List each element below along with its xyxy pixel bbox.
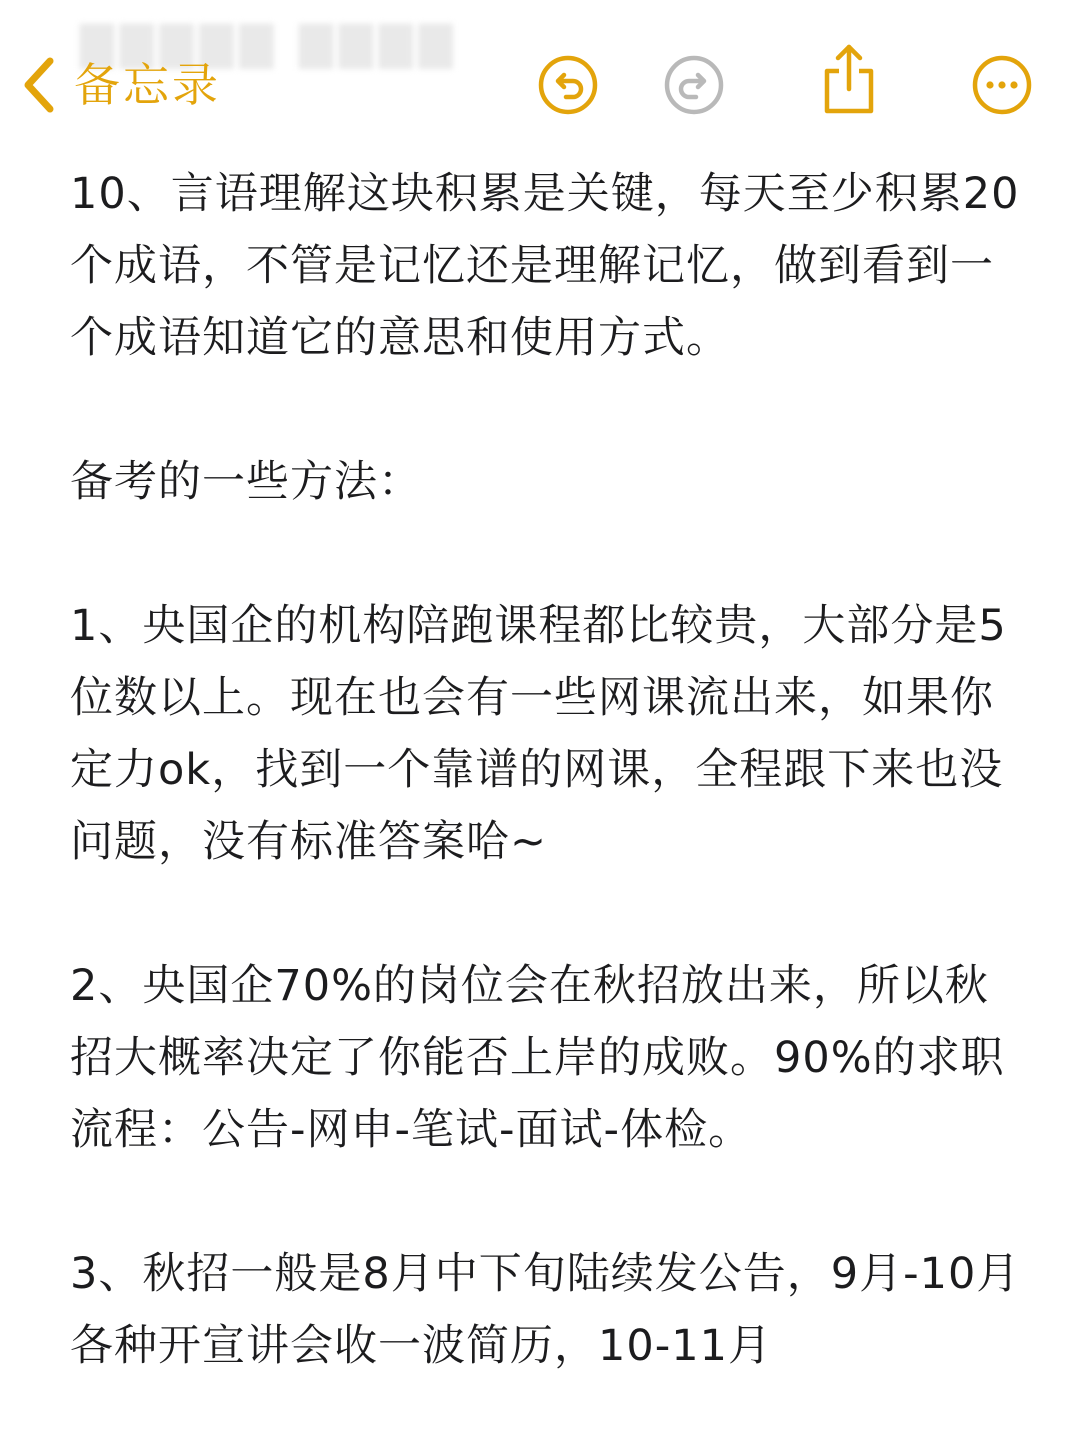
paragraph-spacer <box>70 374 1025 446</box>
undo-button[interactable] <box>535 52 601 118</box>
redo-button[interactable] <box>661 52 727 118</box>
back-button[interactable] <box>22 40 221 130</box>
undo-arrow-icon <box>537 54 599 116</box>
paragraph-spacer <box>70 878 1025 950</box>
note-body[interactable] <box>70 158 1025 1382</box>
chevron-left-icon <box>22 57 56 113</box>
share-icon <box>819 43 879 115</box>
note-paragraph: 10、言语理解这块积累是关键，每天至少积累20个成语，不管是记忆还是理解记忆，做到看到一个成语知道它的意思和使用方式。 <box>70 169 1020 363</box>
share-button[interactable] <box>816 46 882 112</box>
paragraph-spacer <box>70 1166 1025 1238</box>
note-paragraph: 2、央国企70%的岗位会在秋招放出来，所以秋招大概率决定了你能否上岸的成败。90%的求职流程：公告-网申-笔试-面试-体检。 <box>70 961 1005 1155</box>
toolbar <box>0 40 1080 130</box>
paragraph-spacer <box>70 518 1025 590</box>
more-button[interactable] <box>969 52 1035 118</box>
scrolled-title-shadow: ▇▇▇▇▇ ▇▇▇▇ <box>80 18 459 69</box>
note-paragraph: 3、秋招一般是8月中下旬陆续发公告，9月-10月各种开宣讲会收一波简历，10-11月 <box>70 1249 1021 1371</box>
note-paragraph: 备考的一些方法： <box>70 457 422 507</box>
note-paragraph: 1、央国企的机构陪跑课程都比较贵，大部分是5位数以上。现在也会有一些网课流出来，如果你定力ok，找到一个靠谱的网课，全程跟下来也没问题，没有标准答案哈~ <box>70 601 1007 867</box>
back-label: 备忘录 <box>74 58 221 112</box>
ellipsis-icon <box>971 54 1033 116</box>
redo-arrow-icon <box>663 54 725 116</box>
